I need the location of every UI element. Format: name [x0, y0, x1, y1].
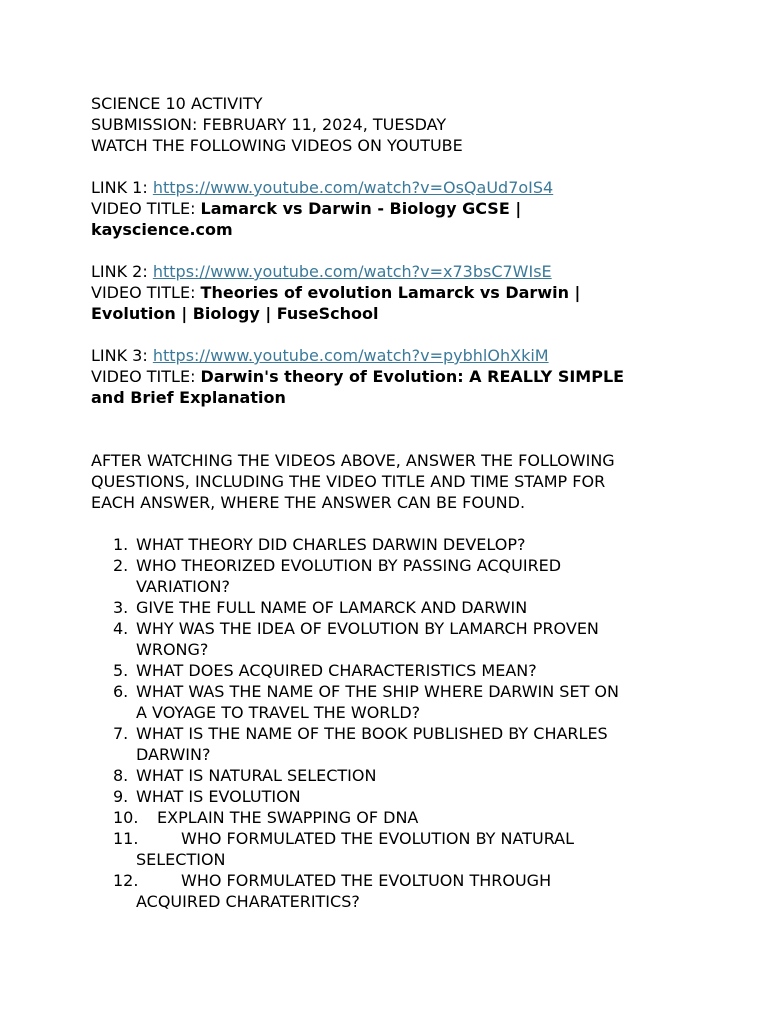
- video-title-continued: and Brief Explanation: [91, 388, 286, 407]
- question-number: 4.: [113, 619, 129, 638]
- question-text: WHO FORMULATED THE EVOLUTION BY NATURAL: [181, 829, 575, 848]
- question-number: 11.: [113, 829, 139, 848]
- question-text: WHAT DOES ACQUIRED CHARACTERISTICS MEAN?: [136, 661, 537, 680]
- question-number: 3.: [113, 598, 129, 617]
- submission-date: SUBMISSION: FEBRUARY 11, 2024, TUESDAY: [91, 115, 447, 134]
- question-text: EXPLAIN THE SWAPPING OF DNA: [157, 808, 419, 827]
- question-list: [91, 534, 691, 912]
- question-item: [91, 807, 691, 828]
- question-text: GIVE THE FULL NAME OF LAMARCK AND DARWIN: [136, 598, 528, 617]
- question-number: 12.: [113, 871, 139, 890]
- question-item: [91, 618, 691, 660]
- instruction-text: WATCH THE FOLLOWING VIDEOS ON YOUTUBE: [91, 136, 463, 155]
- directions-line: EACH ANSWER, WHERE THE ANSWER CAN BE FOUND.: [91, 493, 526, 512]
- question-text: WHO FORMULATED THE EVOLTUON THROUGH: [181, 871, 552, 890]
- link-label: LINK 3:: [91, 346, 153, 365]
- link-line: [91, 345, 691, 366]
- question-text-continued: SELECTION: [136, 850, 226, 869]
- question-number: 8.: [113, 766, 129, 785]
- question-text-continued: A VOYAGE TO TRAVEL THE WORLD?: [136, 703, 421, 722]
- video-title: Darwin's theory of Evolution: A REALLY SIMPLE: [200, 367, 625, 386]
- link-block-3: [91, 345, 691, 408]
- question-number: 9.: [113, 787, 129, 806]
- question-text: WHAT IS THE NAME OF THE BOOK PUBLISHED BY CHARLES: [136, 724, 608, 743]
- question-text: WHAT IS NATURAL SELECTION: [136, 766, 377, 785]
- video-title: Theories of evolution Lamarck vs Darwin |: [200, 283, 581, 302]
- question-item: [91, 870, 691, 912]
- question-text-continued: DARWIN?: [136, 745, 211, 764]
- link-line: [91, 261, 691, 282]
- video-title-line: [91, 282, 691, 303]
- youtube-link-3[interactable]: https://www.youtube.com/watch?v=pybhlOhXkiM: [152, 346, 549, 365]
- question-text: WHAT THEORY DID CHARLES DARWIN DEVELOP?: [136, 535, 526, 554]
- question-number: 2.: [113, 556, 129, 575]
- youtube-link-1[interactable]: https://www.youtube.com/watch?v=OsQaUd7oIS4: [152, 178, 554, 197]
- question-item: [91, 681, 691, 723]
- question-item: [91, 597, 691, 618]
- question-number: 1.: [113, 535, 129, 554]
- video-title: Lamarck vs Darwin - Biology GCSE |: [200, 199, 522, 218]
- question-text: WHY WAS THE IDEA OF EVOLUTION BY LAMARCH PROVEN: [136, 619, 599, 638]
- video-title-cont: [91, 303, 691, 324]
- link-block-2: [91, 261, 691, 324]
- directions: [91, 450, 691, 513]
- question-text: WHAT WAS THE NAME OF THE SHIP WHERE DARWIN SET ON: [136, 682, 619, 701]
- video-title-label: VIDEO TITLE:: [91, 283, 201, 302]
- video-title-cont: [91, 219, 691, 240]
- video-title-label: VIDEO TITLE:: [91, 199, 201, 218]
- question-item: [91, 828, 691, 870]
- question-number: 6.: [113, 682, 129, 701]
- question-item: [91, 723, 691, 765]
- video-title-cont: [91, 387, 691, 408]
- directions-line: QUESTIONS, INCLUDING THE VIDEO TITLE AND TIME STAMP FOR: [91, 472, 606, 491]
- question-text: WHAT IS EVOLUTION: [136, 787, 301, 806]
- link-line: [91, 177, 691, 198]
- question-item: [91, 765, 691, 786]
- question-item: [91, 786, 691, 807]
- question-text: WHO THEORIZED EVOLUTION BY PASSING ACQUIRED: [136, 556, 562, 575]
- document-page: [91, 93, 691, 912]
- link-label: LINK 1:: [91, 178, 153, 197]
- question-text-continued: WRONG?: [136, 640, 209, 659]
- activity-title: SCIENCE 10 ACTIVITY: [91, 94, 263, 113]
- question-text-continued: VARIATION?: [136, 577, 230, 596]
- question-number: 7.: [113, 724, 129, 743]
- question-item: [91, 660, 691, 681]
- video-title-line: [91, 198, 691, 219]
- question-item: [91, 555, 691, 597]
- question-number: 5.: [113, 661, 129, 680]
- video-title-line: [91, 366, 691, 387]
- link-label: LINK 2:: [91, 262, 153, 281]
- link-block-1: [91, 177, 691, 240]
- question-number: 10.: [113, 808, 139, 827]
- video-title-label: VIDEO TITLE:: [91, 367, 201, 386]
- video-title-continued: Evolution | Biology | FuseSchool: [91, 304, 379, 323]
- directions-line: AFTER WATCHING THE VIDEOS ABOVE, ANSWER THE FOLLOWING: [91, 451, 615, 470]
- question-text-continued: ACQUIRED CHARATERITICS?: [136, 892, 360, 911]
- video-title-continued: kayscience.com: [91, 220, 233, 239]
- question-item: [91, 534, 691, 555]
- youtube-link-2[interactable]: https://www.youtube.com/watch?v=x73bsC7WIsE: [152, 262, 552, 281]
